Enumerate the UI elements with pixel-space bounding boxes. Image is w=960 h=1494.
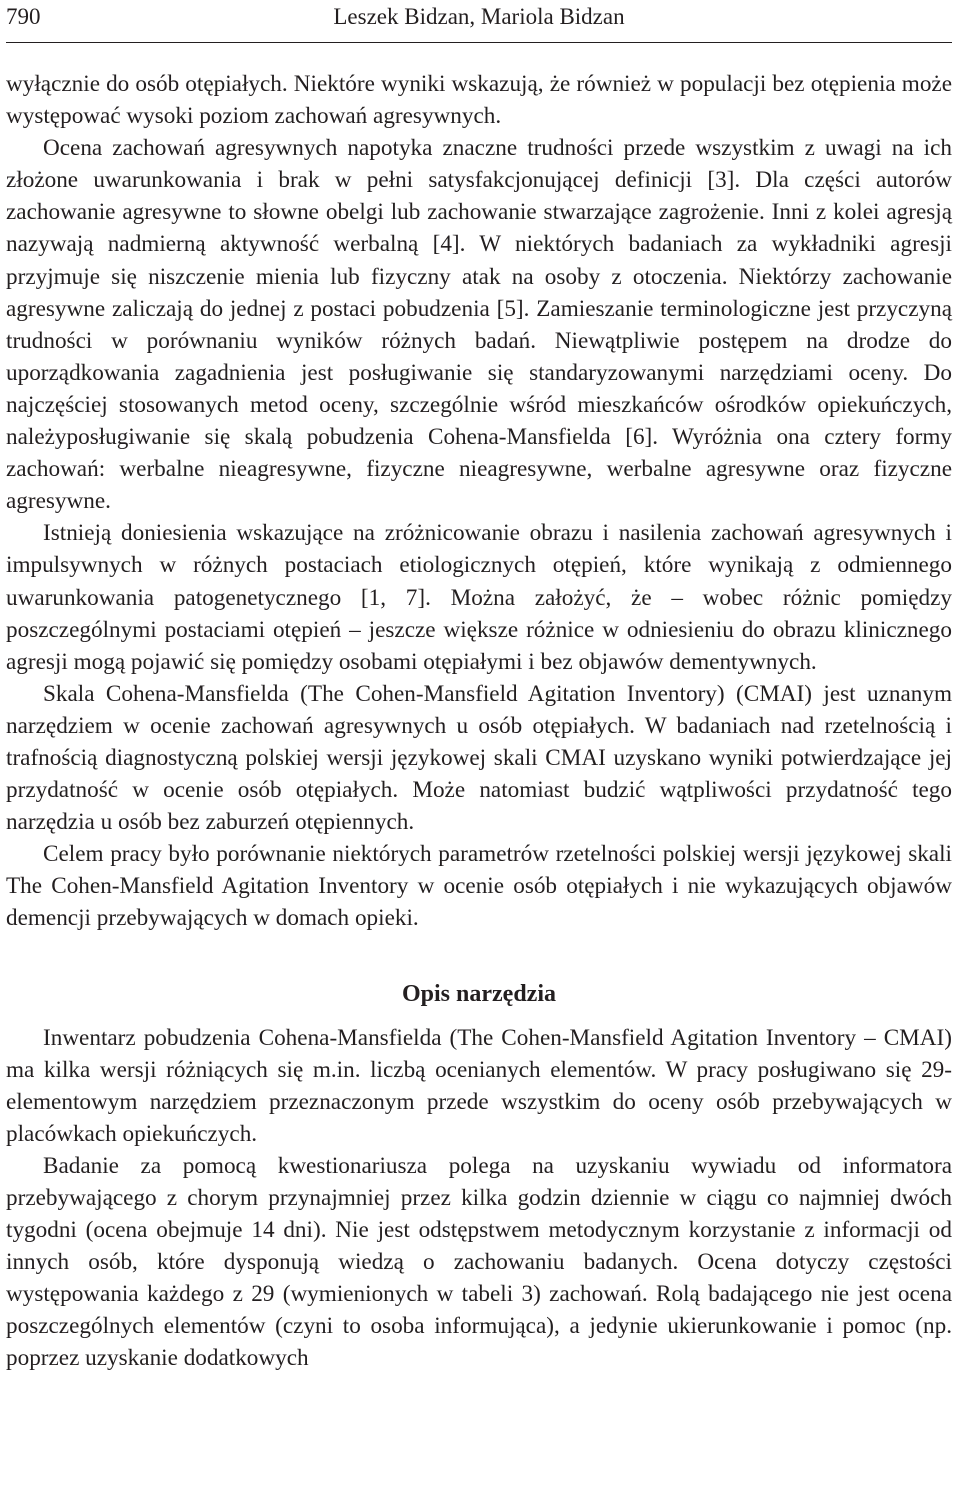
running-header-authors: Leszek Bidzan, Mariola Bidzan <box>333 4 625 29</box>
paragraph: Celem pracy było porównanie niektórych parametrów rzetelności polskiej wersji językowej skali The Cohen-Mansfield Agitation Inventory w ocenie osób otępiałych i nie wykazujących objawów demencji przebywających w domach opieki. <box>6 841 952 932</box>
paragraph: Skala Cohena-Mansfielda (The Cohen-Mansfield Agitation Inventory) (CMAI) jest uznanym narzędziem w ocenie zachowań agresywnych u osób otępiałych. W badaniach nad rzetelnością i trafnością diagnostyczną polskiej wersji językowej skali CMAI uzyskano wyniki potwierdzające jej przydatność w ocenie osób otępiałych. Może natomiast budzić wątpliwości przydatność tego narzędzia u osób bez zaburzeń otępiennych. <box>6 680 952 836</box>
paragraph: Istnieją doniesienia wskazujące na zróżnicowanie obrazu i nasilenia zachowań agresywnych i impulsywnych w różnych postaciach etiologicznych otępień, które wynikają z odmiennego uwarunkowania patogenetycznego [1, 7]. Można założyć, że – wobec różnic pomiędzy poszczególnymi postaciami otępień – jeszcze większe różnice w odniesieniu do obrazu klinicznego agresji mogą pojawić się pomiędzy osobami otępiałymi i bez objawów dementywnych. <box>6 520 952 675</box>
article-body <box>6 68 952 1375</box>
page-number: 790 <box>6 4 41 29</box>
paragraph: Badanie za pomocą kwestionariusza polega na uzyskaniu wywiadu od informatora przebywającego z chorym przynajmniej przez kilka godzin dziennie w ciągu co najmniej dwóch tygodni (ocena obejmuje 14 dni). Nie jest odstępstwem metodycznym korzystanie z informacji od innych osób, które dysponują wiedzą o zachowaniu badanych. Ocena dotyczy częstości występowania każdego z 29 (wymienionych w tabeli 3) zachowań. Rolą badającego nie jest ocena poszczególnych elementów (czyni to osoba informująca), a jedynie ukierunkowanie i pomoc (np. poprzez uzyskanie dodatkowych <box>6 1152 952 1372</box>
paragraph: Inwentarz pobudzenia Cohena-Mansfielda (The Cohen-Mansfield Agitation Inventory – CMAI) ma kilka wersji różniących się m.in. liczbą ocenianych elementów. W pracy posługiwano się 29-elementowym narzędziem przeznaczonym przede wszystkim do oceny osób przebywających w placówkach opiekuńczych. <box>6 1024 952 1147</box>
paragraph-continued: wyłącznie do osób otępiałych. Niektóre wyniki wskazują, że również w populacji bez otępienia może występować wysoki poziom zachowań agresywnych. <box>6 71 952 130</box>
section-heading: Opis narzędzia <box>402 980 556 1007</box>
paragraph: Ocena zachowań agresywnych napotyka znaczne trudności przede wszystkim z uwagi na ich złożone uwarunkowania i brak w pełni satysfakcjonującej definicji [3]. Dla części autorów zachowanie agresywne to słowne obelgi lub zachowanie stwarzające zagrożenie. Inni z kolei agresją nazywają nadmierną aktywność werbalną [4]. W niektórych badaniach za wykładniki agresji przyjmuje się niszczenie mienia lub fizyczny atak na osoby z otoczenia. Niektórzy zachowanie agresywne zaliczają do jednej z postaci pobudzenia [5]. Zamieszanie terminologiczne jest przyczyną trudności w porównaniu wyników różnych badań. Niewątpliwie postępem na drodze do uporządkowania zagadnienia jest posługiwanie się standaryzowanymi narzędziami oceny. Do najczęściej stosowanych metod oceny, szczególnie wśród mieszkańców ośrodków opiekuńczych, należyposługiwanie się skalą pobudzenia Cohena-Mansfielda [6]. Wyróżnia ona cztery formy zachowań: werbalne nieagresywne, fizyczne nieagresywne, werbalne agresywne oraz fizyczne agresywne. <box>6 135 952 515</box>
running-header <box>6 0 952 43</box>
